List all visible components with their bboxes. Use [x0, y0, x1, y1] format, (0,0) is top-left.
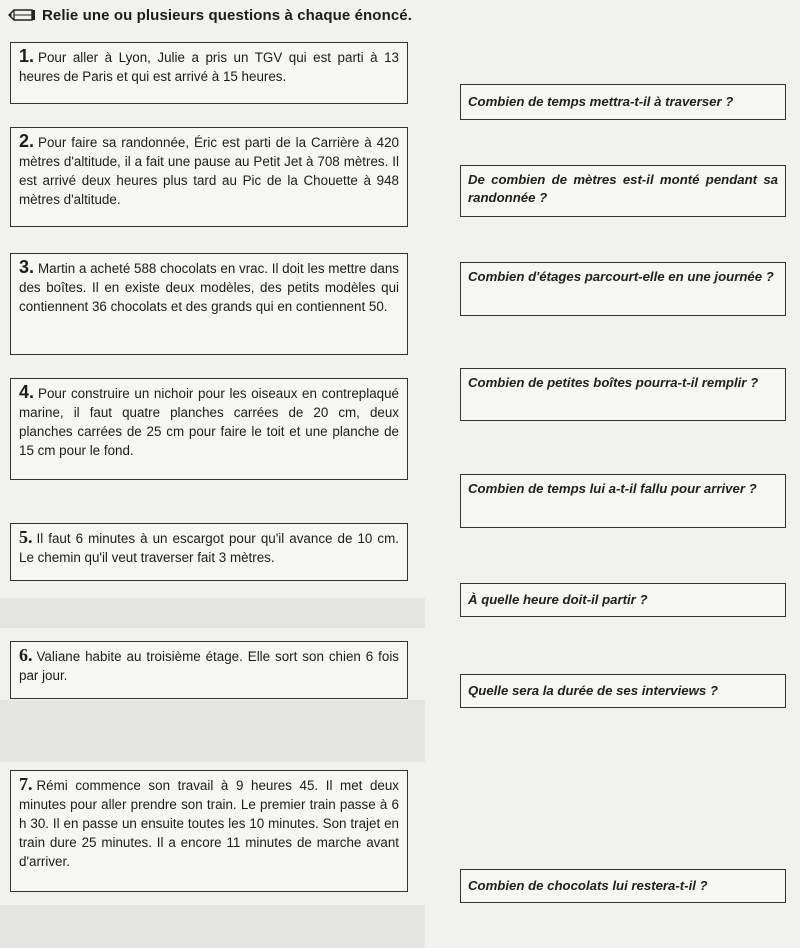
enonce-4[interactable] — [10, 378, 408, 480]
enonce-6[interactable] — [10, 641, 408, 699]
enonce-1[interactable] — [10, 42, 408, 104]
instruction-text: Relie une ou plusieurs questions à chaque énoncé. — [42, 6, 412, 24]
enonce-7[interactable] — [10, 770, 408, 892]
enonce-text: Pour aller à Lyon, Julie a pris un TGV qui est parti à 13 heures de Paris et qui est arrivé à 15 heures. — [19, 50, 399, 84]
enonce-5[interactable] — [10, 523, 408, 581]
question-text: Combien de temps mettra-t-il à traverser ? — [468, 94, 734, 109]
enonce-number: 6. — [19, 645, 33, 665]
enonce-text: Martin a acheté 588 chocolats en vrac. Il doit les mettre dans des boîtes. Il en existe deux modèles, des petits modèles qui contiennent 36 chocolats et des grands qui en contiennent 50. — [19, 261, 400, 314]
enonce-3[interactable] — [10, 253, 408, 355]
question-text: À quelle heure doit-il partir ? — [468, 592, 648, 607]
enonce-text: Pour faire sa randonnée, Éric est parti de la Carrière à 420 mètres d'altitude, il a fait une pause au Petit Jet à 708 mètres. Il est arrivé deux heures plus tard au Pic de la Chouette à 948 mètres d'altitude. — [19, 135, 399, 207]
enonce-2[interactable] — [10, 127, 408, 227]
instruction-header — [8, 4, 412, 26]
enonce-text: Il faut 6 minutes à un escargot pour qu'il avance de 10 cm. Le chemin qu'il veut traverser fait 3 mètres. — [19, 531, 399, 565]
enonce-number: 2. — [19, 131, 35, 151]
question-6[interactable] — [460, 583, 786, 617]
enonce-number: 1. — [19, 46, 35, 66]
question-text: Combien de chocolats lui restera-t-il ? — [468, 878, 708, 893]
enonce-number: 7. — [19, 774, 33, 794]
scan-shade-patch — [0, 598, 425, 628]
question-text: Combien de petites boîtes pourra-t-il remplir ? — [468, 375, 759, 390]
enonce-text: Valiane habite au troisième étage. Elle sort son chien 6 fois par jour. — [19, 649, 399, 683]
enonce-number: 4. — [19, 382, 35, 402]
question-8[interactable] — [460, 869, 786, 903]
enonce-text: Rémi commence son travail à 9 heures 45. Il met deux minutes pour aller prendre son train. Le premier train passe à 6 h 30. Il en passe un ensuite toutes les 10 minutes. Son trajet en train dure 25 minutes. Il a encore 11 minutes de marche avant d'arriver. — [19, 778, 399, 869]
question-1[interactable] — [460, 84, 786, 120]
enonce-number: 3. — [19, 257, 35, 277]
question-7[interactable] — [460, 674, 786, 708]
enonce-text: Pour construire un nichoir pour les oiseaux en contreplaqué marine, il faut quatre planches carrées de 20 cm, deux planches carrées de 25 cm pour faire le toit et une planche de 15 cm pour le fond. — [19, 386, 399, 458]
scan-shade-patch — [0, 905, 425, 948]
enonce-number: 5. — [19, 527, 33, 547]
question-3[interactable] — [460, 262, 786, 316]
question-text: Quelle sera la durée de ses interviews ? — [468, 683, 718, 698]
question-4[interactable] — [460, 368, 786, 421]
pencil-icon — [8, 8, 36, 22]
question-text: Combien de temps lui a-t-il fallu pour arriver ? — [468, 481, 757, 496]
question-5[interactable] — [460, 474, 786, 528]
scan-shade-patch — [0, 700, 425, 762]
question-text: De combien de mètres est-il monté pendant sa randonnée ? — [468, 172, 778, 205]
question-text: Combien d'étages parcourt-elle en une journée ? — [468, 269, 774, 284]
question-2[interactable] — [460, 165, 786, 217]
